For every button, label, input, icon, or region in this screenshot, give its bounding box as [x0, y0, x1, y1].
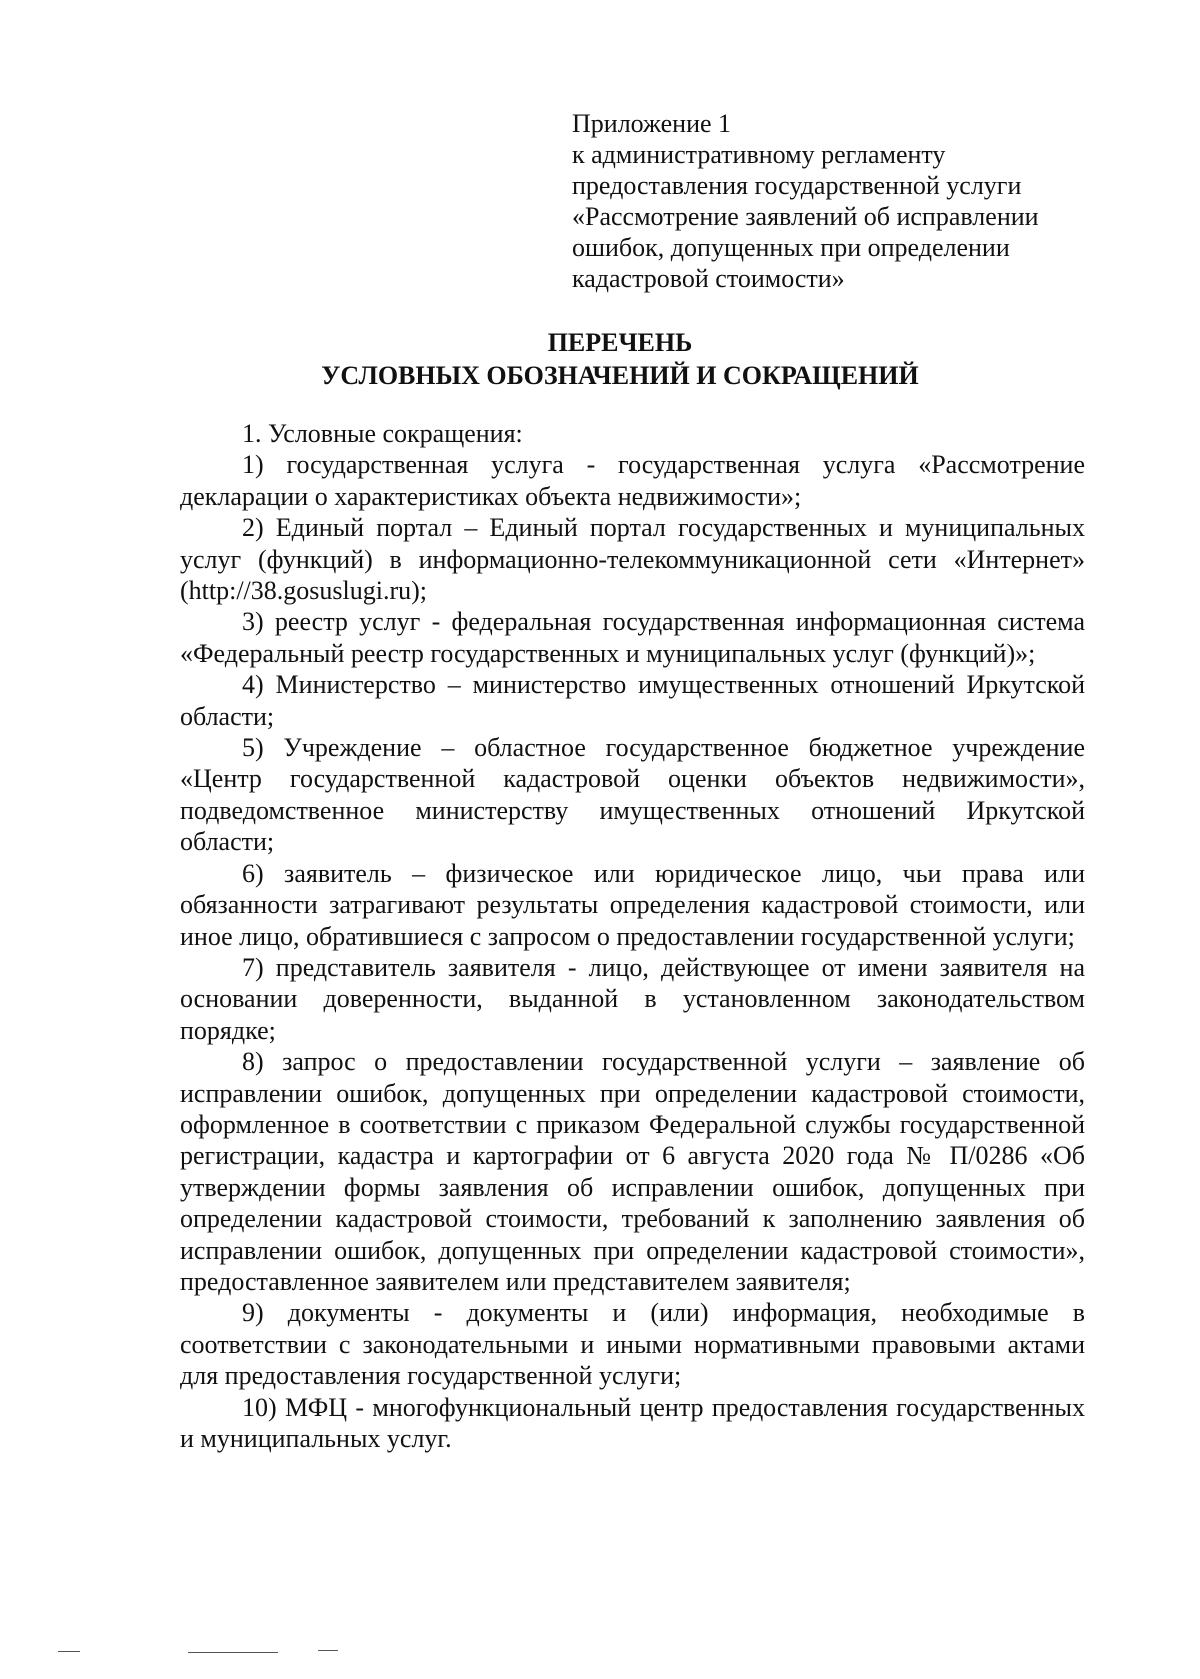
- list-item: 8) запрос о предоставлении государственной услуги – заявление об исправлении ошибок, допущенных при определении кадастровой стоимости, оформленное в соответствии с приказом Федеральной службы государственной регистрации, кадастра и картографии от 6 августа 2020 года № П/0286 «Об утверждении формы заявления об исправлении ошибок, допущенных при определении кадастровой стоимости, требований к заполнению заявления об исправлении ошибок, допущенных при определении кадастровой стоимости», предоставленное заявителем или представителем заявителя;: [180, 1047, 1085, 1296]
- list-item: 9) документы - документы и (или) информация, необходимые в соответствии с законодательными и иными нормативными правовыми актами для предоставления государственной услуги;: [180, 1298, 1085, 1391]
- appendix-header: [572, 108, 1092, 294]
- scan-artifact: [318, 1650, 338, 1651]
- list-item: 7) представитель заявителя - лицо, действующее от имени заявителя на основании доверенности, выданной в установленном законодательством порядке;: [180, 952, 1085, 1045]
- document-title: [170, 326, 1070, 392]
- scan-artifact: [188, 1652, 278, 1653]
- title-line-1: ПЕРЕЧЕНЬ: [547, 328, 693, 357]
- title-line-2: УСЛОВНЫХ ОБОЗНАЧЕНИЙ И СОКРАЩЕНИЙ: [321, 361, 919, 390]
- appendix-line: кадастровой стоимости»: [572, 264, 845, 293]
- section-heading: 1. Условные сокращения:: [242, 419, 523, 448]
- list-item: 5) Учреждение – областное государственное бюджетное учреждение «Центр государственной кадастровой оценки объектов недвижимости», подведомственное министерству имущественных отношений Иркутской области;: [180, 733, 1085, 857]
- list-item: 1) государственная услуга - государственная услуга «Рассмотрение декларации о характеристиках объекта недвижимости»;: [180, 450, 1085, 511]
- list-item: 6) заявитель – физическое или юридическое лицо, чьи права или обязанности затрагивают результаты определения кадастровой стоимости, или иное лицо, обратившиеся с запросом о предоставлении государственной услуги;: [180, 858, 1085, 951]
- appendix-line: предоставления государственной услуги: [572, 171, 1022, 200]
- appendix-line: «Рассмотрение заявлений об исправлении: [572, 202, 1039, 231]
- appendix-line: ошибок, допущенных при определении: [572, 233, 1010, 262]
- list-item: 3) реестр услуг - федеральная государственная информационная система «Федеральный реестр государственных и муниципальных услуг (функций)»;: [180, 607, 1085, 668]
- list-item: 2) Единый портал – Единый портал государственных и муниципальных услуг (функций) в информационно-телекоммуникационной сети «Интернет» (http://38.gosuslugi.ru);: [180, 513, 1085, 606]
- document-body: [180, 418, 1085, 1454]
- list-item: 4) Министерство – министерство имущественных отношений Иркутской области;: [180, 670, 1085, 731]
- list-item: 10) МФЦ - многофункциональный центр предоставления государственных и муниципальных услуг.: [180, 1392, 1085, 1453]
- appendix-line: к административному регламенту: [572, 140, 946, 169]
- scan-artifact: [58, 1651, 80, 1652]
- appendix-line: Приложение 1: [572, 109, 732, 138]
